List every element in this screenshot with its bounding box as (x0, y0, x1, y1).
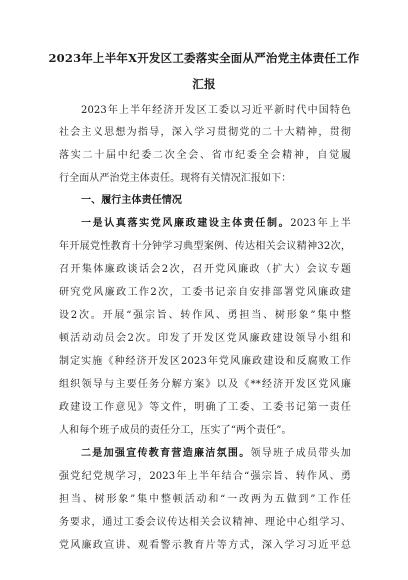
para1-line: 人和每个班子成员的责任分工，压实了“两个责任”。 (59, 425, 292, 436)
para2-lead: 二是加强宣传教育营造廉洁氛围。 (81, 448, 251, 459)
para1-lead-rest: 2023年上半 (290, 218, 351, 229)
document-title-line1: 2023年上半年X开发区工委落实全面从严治党主体责任工作 (48, 51, 360, 65)
intro-line: 社会主义思想为指导，深入学习贯彻党的二十大精神，贯彻 (59, 127, 351, 138)
section-heading: 一、履行主体责任情况 (81, 195, 182, 206)
para1-line: 召开集体廉政谈话会2次，召开党风廉政（扩大）会议专题 (59, 264, 351, 275)
para2-line: 务要求，通过工委会议传达相关会议精神、理论中心组学习、 (59, 517, 351, 528)
intro-line: 2023年上半年经济开发区工委以习近平新时代中国特色 (81, 105, 351, 116)
para2-first-line (81, 447, 351, 461)
intro-line: 落实二十届中纪委二次全会、省市纪委全会精神，自觉履 (59, 150, 351, 161)
para1-line: 年开展党性教育十分钟学习典型案例、传达相关会议精神32次， (59, 241, 351, 252)
para1-lead: 一是认真落实党风廉政建设主体责任制。 (81, 218, 291, 229)
para1-line: 组织领导与主要任务分解方案》以及《**经济开发区党风廉 (59, 379, 351, 390)
para1-first-line (81, 217, 351, 231)
para1-line: 政建设工作意见》等文件，明确了工委、工委书记第一责任 (59, 402, 351, 413)
para1-line: 制定实施《种经济开发区2023年党风廉政建设和反腐败工作 (59, 356, 351, 367)
para2-lead-rest: 领导班子成员带头加 (250, 448, 351, 459)
document-title-line2: 汇报 (192, 77, 216, 91)
para1-line: 顿活动动员会2次。印发了开发区党风廉政建设领导小组和 (59, 333, 351, 344)
intro-line: 行全面从严治党主体责任。现将有关情况汇报如下： (59, 173, 292, 184)
para2-line: 强党纪党规学习，2023年上半年结合“强宗旨、转作风、勇 (59, 471, 351, 482)
para1-line: 研究党风廉政工作2次，工委书记亲自安排部署党风廉政建 (59, 287, 351, 298)
para2-line: 担当、树形象”集中整顿活动和“一改两为五做到”工作任 (59, 494, 351, 505)
para1-line: 设2次。开展“强宗旨、转作风、勇担当、树形象”集中整 (59, 310, 351, 321)
para2-line: 党风廉政宣讲、观看警示教育片等方式，深入学习习近平总 (59, 540, 351, 551)
